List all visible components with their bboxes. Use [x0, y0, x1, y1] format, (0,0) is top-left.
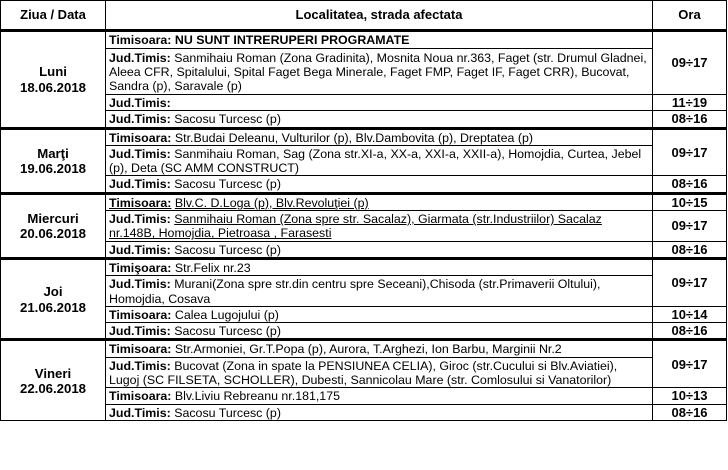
hours-text: 10÷15: [671, 194, 708, 210]
day-date: 18.06.2018: [19, 79, 86, 95]
location-text: NU SUNT INTRERUPERI PROGRAMATE: [174, 33, 410, 48]
table-row: [1, 306, 727, 322]
location-text: Sanmihaiu Roman, Sag (Zona str.XI-a, XX-a, XXI-a, XXII-a), Homojdia, Curtea, Jebel (p), Deta (SC AMM CONSTRUCT): [109, 146, 642, 176]
hours-cell: [653, 211, 727, 242]
table-row: [1, 404, 727, 420]
area-label: Jud.Timis:: [109, 146, 171, 161]
location-cell: [106, 128, 653, 145]
area-label: Timisoara:: [109, 307, 172, 322]
hours-cell: [653, 388, 727, 404]
header-row: [1, 1, 727, 31]
table-row: [1, 241, 727, 258]
hours-text: 10÷13: [671, 388, 708, 404]
table-row: [1, 258, 727, 275]
area-label: Timisoara:: [109, 195, 172, 210]
hours-cell: [653, 128, 727, 176]
day-name: Vineri: [34, 365, 72, 381]
location-text: Blv.C. D.Loga (p), Blv.Revoluţiei (p): [174, 195, 369, 210]
table-row: [1, 31, 727, 49]
hours-cell: [653, 176, 727, 193]
location-text: Blv.Liviu Rebreanu nr.181,175: [174, 389, 340, 404]
location-cell: [106, 111, 653, 128]
hours-text: 08÷16: [671, 404, 708, 420]
area-label: Jud.Timis:: [109, 324, 171, 339]
day-date: 21.06.2018: [19, 299, 86, 315]
day-cell-wednesday: [1, 193, 106, 258]
hours-cell: [653, 95, 727, 111]
location-cell: [106, 357, 653, 388]
hours-cell: [653, 306, 727, 322]
hours-cell: [653, 258, 727, 306]
area-label: Timisoara:: [109, 33, 172, 48]
location-cell: [106, 306, 653, 322]
hours-text: 08÷16: [671, 241, 708, 257]
location-text: Str.Armoniei, Gr.T.Popa (p), Aurora, T.Arghezi, Ion Barbu, Marginii Nr.2: [174, 342, 562, 357]
header-hours: Ora: [653, 1, 727, 31]
location-text: Murani(Zona spre str.din centru spre Seceani),Chisoda (str.Primaverii Oltului), Homojdia, Cosava: [109, 277, 601, 306]
table-row: [1, 111, 727, 128]
area-label: Jud.Timis:: [109, 277, 171, 292]
hours-text: 11÷19: [671, 95, 708, 110]
table-row: [1, 211, 727, 242]
location-cell: [106, 31, 653, 49]
location-text: Bucovat (Zona in spate la PENSIUNEA CELIA), Giroc (str.Cucului si Blv.Aviatiei), Lugoj (SC FILSETA, SCHOLLER), Dubesti, Sannicolau Mare (str. Comlosului si Vanatorilor): [109, 358, 618, 388]
header-day-date: Ziua / Data: [1, 1, 106, 31]
day-date: 20.06.2018: [19, 226, 86, 242]
day-name: Joi: [43, 284, 63, 300]
hours-text: 10÷14: [671, 306, 708, 322]
hours-text: 08÷16: [671, 323, 708, 339]
location-cell: [106, 211, 653, 242]
area-label: Timisoara:: [109, 342, 172, 357]
area-label: Jud.Timis:: [109, 242, 171, 257]
area-label: Timişoara:: [109, 260, 172, 275]
table-row: [1, 95, 727, 111]
table-row: [1, 323, 727, 340]
day-name: Luni: [39, 64, 67, 80]
location-text: Calea Lugojului (p): [174, 307, 279, 322]
hours-cell: [653, 404, 727, 420]
day-name: Miercuri: [27, 210, 79, 226]
location-cell: [106, 323, 653, 340]
hours-text: 08÷16: [671, 111, 708, 127]
location-cell: [106, 276, 653, 307]
location-cell: [106, 388, 653, 404]
table-row: [1, 193, 727, 210]
area-label: Jud.Timis:: [109, 177, 171, 192]
location-cell: [106, 404, 653, 420]
location-text: Sacosu Turcesc (p): [174, 177, 281, 192]
location-text: Sacosu Turcesc (p): [174, 405, 281, 420]
hours-cell: [653, 31, 727, 95]
hours-cell: [653, 340, 727, 388]
day-cell-tuesday: [1, 128, 106, 193]
location-cell: [106, 176, 653, 193]
hours-text: 08÷16: [671, 176, 708, 192]
hours-cell: [653, 241, 727, 258]
area-label: Timisoara:: [109, 389, 172, 404]
location-text: Str.Budai Deleanu, Vulturilor (p), Blv.Dambovita (p), Dreptatea (p): [174, 130, 533, 145]
location-cell: [106, 49, 653, 95]
table-row: [1, 357, 727, 388]
location-cell: [106, 95, 653, 111]
table-row: [1, 388, 727, 404]
table-row: [1, 276, 727, 307]
table-row: [1, 145, 727, 176]
day-cell-monday: [1, 31, 106, 129]
table-row: [1, 128, 727, 145]
area-label: Timisoara:: [109, 130, 172, 145]
location-text: Sanmihaiu Roman (Zona spre str. Sacalaz), Giarmata (str.Industriilor) Sacalaz nr.148B, Homojdia, Pietroasa , Farasesti: [109, 212, 602, 241]
day-cell-thursday: [1, 258, 106, 339]
location-cell: [106, 145, 653, 176]
location-text: Sanmihaiu Roman (Zona Gradinita), Mosnita Noua nr.363, Faget (str. Drumul Gladnei, Aleea CFR, Spitalului, Spital Faget Bega Minerale, Faget FMP, Faget IF, Faget CRR), Bucovat, Sandra (p), Saravale (p): [109, 50, 647, 94]
hours-text: 09÷17: [671, 144, 708, 160]
location-text: Str.Felix nr.23: [174, 260, 251, 275]
area-label: Jud.Timis:: [109, 96, 171, 110]
location-cell: [106, 340, 653, 357]
table-row: [1, 176, 727, 193]
hours-cell: [653, 111, 727, 128]
location-cell: [106, 193, 653, 210]
day-date: 22.06.2018: [19, 381, 86, 397]
header-location: Localitatea, strada afectata: [106, 1, 653, 31]
location-text: Sacosu Turcesc (p): [174, 112, 281, 127]
location-text: Sacosu Turcesc (p): [174, 242, 281, 257]
area-label: Jud.Timis:: [109, 112, 171, 127]
day-date: 19.06.2018: [19, 161, 86, 177]
hours-text: 09÷17: [671, 275, 708, 291]
area-label: Jud.Timis:: [109, 212, 171, 227]
location-cell: [106, 241, 653, 258]
day-name: Marţi: [37, 145, 69, 161]
hours-cell: [653, 193, 727, 210]
day-cell-friday: [1, 340, 106, 420]
table-row: [1, 340, 727, 357]
table-row: [1, 49, 727, 95]
area-label: Jud.Timis:: [109, 50, 171, 65]
area-label: Jud.Timis:: [109, 358, 171, 373]
hours-text: 09÷17: [671, 55, 708, 71]
hours-cell: [653, 323, 727, 340]
location-text: Sacosu Turcesc (p): [174, 324, 281, 339]
area-label: Jud.Timis:: [109, 405, 171, 420]
hours-text: 09÷17: [671, 356, 708, 372]
location-cell: [106, 258, 653, 275]
hours-text: 09÷17: [671, 218, 708, 234]
